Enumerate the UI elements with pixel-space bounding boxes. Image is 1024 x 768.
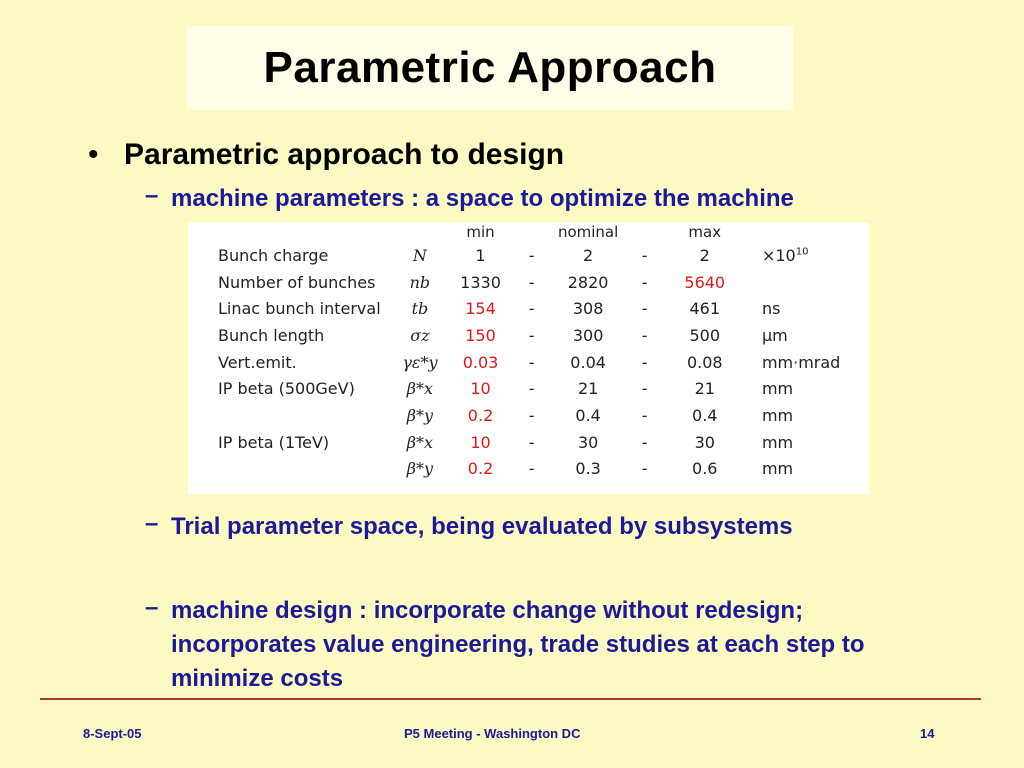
param-symbol: γε*y bbox=[402, 352, 438, 372]
table-row bbox=[218, 402, 869, 429]
table-row bbox=[218, 242, 869, 269]
dash-mark: – bbox=[145, 182, 159, 209]
table-row bbox=[218, 429, 869, 456]
param-name: IP beta (1TeV) bbox=[218, 432, 330, 452]
param-nominal: 0.3 bbox=[575, 459, 601, 479]
dash-mark: – bbox=[145, 594, 159, 621]
table-header-row bbox=[218, 222, 869, 242]
footer-meeting: P5 Meeting - Washington DC bbox=[404, 726, 581, 741]
param-name: Bunch charge bbox=[218, 245, 329, 265]
param-name: Linac bunch interval bbox=[218, 299, 381, 319]
table-row bbox=[218, 295, 869, 322]
param-max: 500 bbox=[689, 325, 721, 345]
param-min: 0.03 bbox=[462, 352, 499, 372]
footer-page-number: 14 bbox=[920, 726, 935, 741]
param-nominal: 2 bbox=[583, 245, 594, 265]
footer-divider bbox=[40, 698, 981, 700]
param-nominal: 2820 bbox=[567, 272, 609, 292]
separator: - bbox=[528, 405, 535, 425]
param-min: 0.2 bbox=[467, 459, 494, 479]
param-name: Vert.emit. bbox=[218, 352, 297, 372]
param-nominal: 300 bbox=[572, 325, 604, 345]
slide-title: Parametric Approach bbox=[263, 43, 717, 92]
param-unit: $\times 10^{10}$ bbox=[761, 245, 809, 265]
separator: - bbox=[641, 379, 648, 399]
separator: - bbox=[641, 245, 648, 265]
separator: - bbox=[528, 272, 535, 292]
param-min: 0.2 bbox=[467, 405, 494, 425]
separator: - bbox=[641, 432, 648, 452]
param-unit: μm bbox=[761, 325, 788, 345]
param-min: 1330 bbox=[460, 272, 501, 292]
param-nominal: 0.4 bbox=[575, 405, 601, 425]
param-min: 10 bbox=[470, 379, 491, 399]
header-min: min bbox=[466, 223, 495, 241]
separator: - bbox=[528, 379, 535, 399]
dash-mark: – bbox=[145, 510, 159, 537]
separator: - bbox=[641, 459, 648, 479]
separator: - bbox=[641, 299, 648, 319]
param-symbol: σz bbox=[410, 325, 430, 345]
param-unit: mm bbox=[761, 459, 794, 479]
separator: - bbox=[528, 352, 535, 372]
main-bullet-text: Parametric approach to design bbox=[124, 138, 565, 171]
table-row bbox=[218, 349, 869, 376]
table-row bbox=[218, 322, 869, 349]
param-symbol: N bbox=[412, 245, 427, 265]
header-nominal: nominal bbox=[557, 223, 619, 241]
param-symbol: β*x bbox=[406, 379, 434, 399]
separator: - bbox=[528, 299, 535, 319]
param-symbol: tb bbox=[411, 299, 429, 319]
unit-exponent: 10 bbox=[795, 246, 809, 258]
param-min: 1 bbox=[475, 245, 486, 265]
sub-bullet-text: Trial parameter space, being evaluated by subsystems bbox=[171, 513, 793, 540]
param-nominal: 308 bbox=[572, 299, 604, 319]
separator: - bbox=[641, 325, 648, 345]
table-row bbox=[218, 456, 869, 483]
sub-bullet-text: machine design : incorporate change without redesign; incorporates value engineering, trade studies at each step to minimize costs bbox=[171, 597, 865, 692]
param-nominal: 0.04 bbox=[570, 352, 606, 372]
param-max: 21 bbox=[694, 379, 715, 399]
header-max: max bbox=[688, 223, 722, 241]
separator: - bbox=[528, 325, 535, 345]
param-nominal: 30 bbox=[577, 432, 599, 452]
param-symbol: β*x bbox=[406, 432, 434, 452]
param-name: Number of bunches bbox=[218, 272, 376, 292]
param-symbol: β*y bbox=[406, 405, 434, 425]
param-unit: mm bbox=[761, 432, 794, 452]
param-name bbox=[218, 456, 397, 483]
param-max: 30 bbox=[694, 432, 715, 452]
param-name: IP beta (500GeV) bbox=[218, 379, 355, 399]
sub-bullet-text: machine parameters : a space to optimize the machine bbox=[171, 185, 794, 212]
table-row bbox=[218, 375, 869, 402]
param-max: 461 bbox=[689, 299, 721, 319]
param-symbol: nb bbox=[409, 272, 431, 292]
separator: - bbox=[528, 432, 535, 452]
separator: - bbox=[528, 459, 535, 479]
parameter-table bbox=[218, 222, 869, 482]
param-min: 154 bbox=[465, 299, 496, 319]
separator: - bbox=[641, 272, 648, 292]
param-min: 10 bbox=[470, 432, 491, 452]
param-symbol: β*y bbox=[406, 459, 434, 479]
param-nominal: 21 bbox=[577, 379, 599, 399]
param-name: Bunch length bbox=[218, 325, 325, 345]
footer-date: 8-Sept-05 bbox=[83, 726, 142, 741]
param-max: 5640 bbox=[684, 272, 726, 292]
param-unit: mm·mrad bbox=[761, 352, 841, 372]
param-name bbox=[218, 402, 397, 429]
bullet-mark: • bbox=[88, 138, 99, 171]
parameter-table-box bbox=[188, 222, 869, 494]
param-max: 0.08 bbox=[686, 352, 723, 372]
separator: - bbox=[528, 245, 535, 265]
param-unit bbox=[752, 269, 869, 296]
param-max: 0.6 bbox=[692, 459, 718, 479]
param-min: 150 bbox=[465, 325, 496, 345]
title-box bbox=[187, 26, 793, 110]
param-unit: mm bbox=[761, 379, 794, 399]
separator: - bbox=[641, 405, 648, 425]
param-unit: mm bbox=[761, 405, 794, 425]
param-unit: ns bbox=[761, 299, 781, 319]
param-max: 0.4 bbox=[692, 405, 718, 425]
param-max: 2 bbox=[699, 245, 710, 265]
table-row bbox=[218, 269, 869, 296]
separator: - bbox=[641, 352, 648, 372]
